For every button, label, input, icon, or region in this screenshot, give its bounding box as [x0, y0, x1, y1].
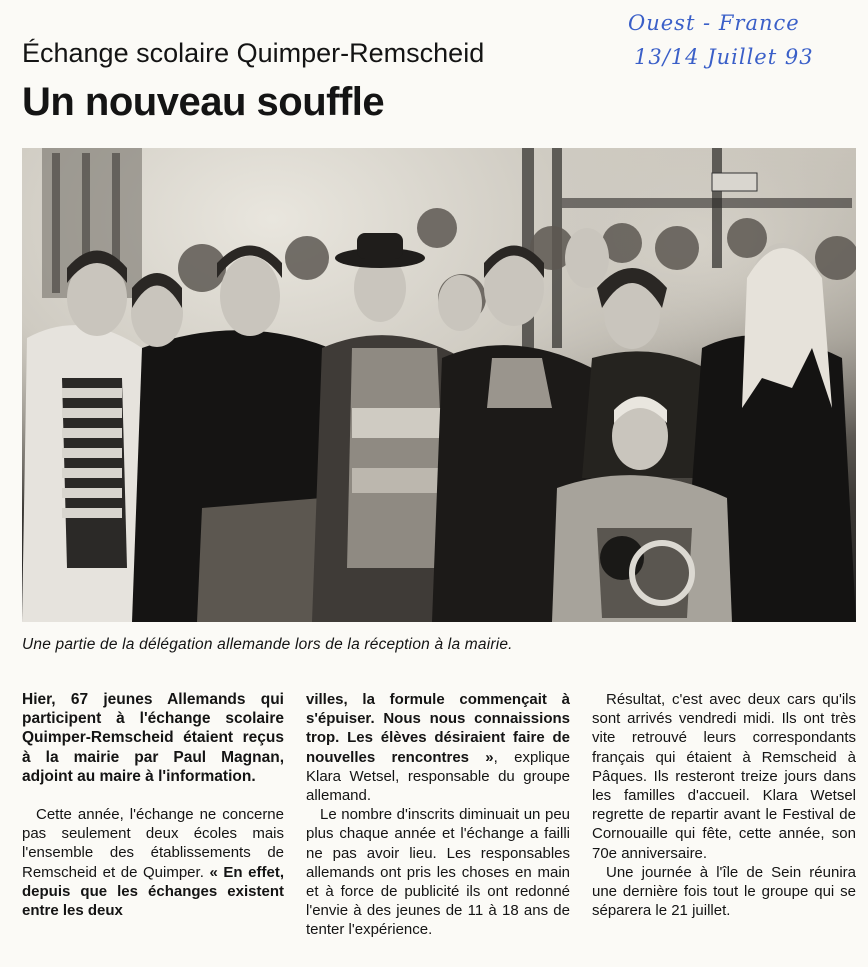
- article-paragraph: [306, 690, 570, 805]
- quote-text: villes, la formule commençait à s'épuiser. Nous nous connaissions trop. Les élèves désiraient faire de nouvelles rencontres »: [306, 691, 570, 766]
- article-paragraph: [22, 805, 284, 920]
- article-column-3: [592, 690, 856, 920]
- handwritten-annotation: [628, 6, 864, 74]
- article-kicker: Échange scolaire Quimper-Remscheid: [22, 38, 485, 68]
- article-paragraph: Le nombre d'inscrits diminuait un peu plus chaque année et l'échange a failli ne pas avoir lieu. Les responsables allemands ont pris les choses en main et à force de publicité ils ont redonné l'envie à des jeunes de 11 à 18 ans de tenter l'expérience.: [306, 806, 570, 939]
- article-headline: Un nouveau souffle: [22, 80, 385, 124]
- article-column-1: [22, 690, 284, 920]
- handwritten-newspaper-name: Ouest - France: [628, 11, 800, 35]
- handwritten-date: 13/14 Juillet 93: [634, 45, 814, 69]
- article-paragraph: Résultat, c'est avec deux cars qu'ils sont arrivés vendredi midi. Ils ont très vite retrouvé leurs correspondants français qui étaient à Remscheid à Pâques. Ils resteront treize jours dans les familles d'accueil. Klara Wetsel regrette de repartir avant le Festival de Cornouaille qui fête, cette année, son 70e anniversaire.: [592, 691, 856, 862]
- article-paragraph: Une journée à l'île de Sein réunira une dernière fois tout le groupe qui se séparera le 21 juillet.: [592, 863, 856, 920]
- article-column-2: [306, 690, 570, 940]
- group-photo: [22, 148, 856, 622]
- photo-caption: Une partie de la délégation allemande lors de la réception à la mairie.: [22, 636, 513, 653]
- quote-text: « En effet, depuis que les échanges existent entre les deux: [22, 863, 284, 920]
- paragraph-text: , explique Klara Wetsel, responsable du groupe allemand.: [306, 748, 570, 805]
- article-lead-paragraph: Hier, 67 jeunes Allemands qui participent à l'échange scolaire Quimper-Remscheid étaient reçus à la mairie par Paul Magnan, adjoint au maire à l'information.: [22, 691, 284, 785]
- paragraph-text: Cette année, l'échange ne concerne pas seulement deux écoles mais l'ensemble des établissements de Remscheid et de Quimper.: [22, 806, 284, 881]
